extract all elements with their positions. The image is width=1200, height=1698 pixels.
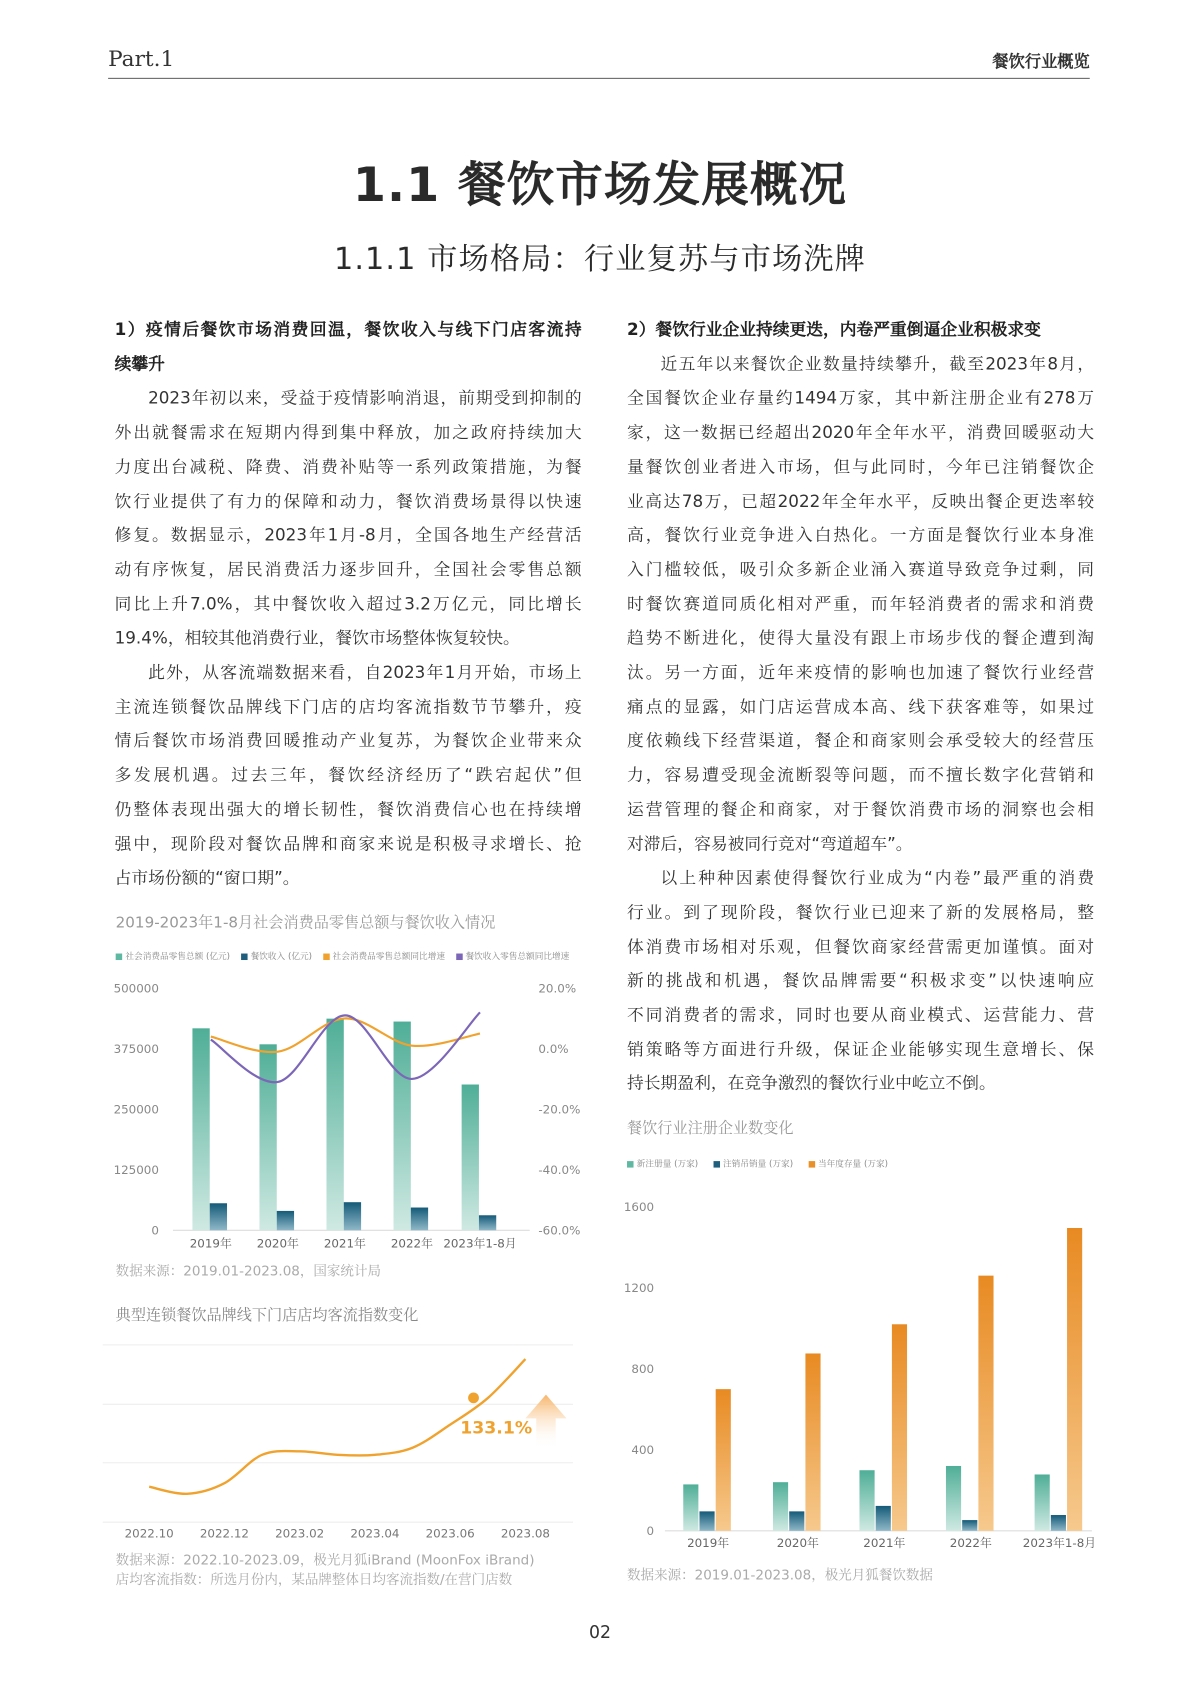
paragraph-line: 仍整体表现出强大的增长韧性，餐饮消费信心也在持续增: [114, 799, 582, 820]
y-axis-tick: 400: [631, 1443, 655, 1458]
paragraph-line: 修复。数据显示，2023年1月-8月，全国各地生产经营活: [114, 525, 582, 546]
chart1-source: 数据来源：2019.01-2023.08，国家统计局: [115, 1262, 381, 1279]
paragraph-line: 同比上升7.0%，其中餐饮收入超过3.2万亿元，同比增长: [114, 594, 582, 614]
x-axis-tick: 2021年: [863, 1536, 906, 1551]
bar-cancellations: [699, 1511, 714, 1530]
paragraph-line: 痛点的显露，如门店运营成本高、线下获客难等，如果过: [627, 697, 1095, 717]
x-axis-tick: 2020年: [256, 1236, 299, 1251]
bar-cancellations: [876, 1506, 891, 1531]
section-label: 餐饮行业概览: [992, 51, 1090, 72]
paragraph-line: 汰。另一方面，近年来疫情的影响也加速了餐饮行业经营: [627, 662, 1095, 683]
page-title: 1.1 餐饮市场发展概况: [352, 157, 848, 213]
paragraph-line: 家，这一数据已经超出2020年全年水平，消费回暖驱动大: [627, 422, 1095, 443]
x-axis-tick: 2020年: [776, 1536, 819, 1551]
paragraph-line: 入门槛较低，吸引众多新企业涌入赛道导致竞争过剩，同: [627, 559, 1095, 580]
y-axis-right-tick: -60.0%: [538, 1223, 581, 1238]
bar-annual-stock: [805, 1353, 820, 1530]
x-axis-tick: 2022.10: [124, 1526, 174, 1541]
paragraph-line: 对滞后，容易被同行竞对“弯道超车”。: [627, 834, 913, 854]
y-axis-left-tick: 0: [151, 1223, 159, 1238]
y-axis-tick: 0: [646, 1524, 655, 1539]
chart1-title: 2019-2023年1-8月社会消费品零售总额与餐饮收入情况: [115, 914, 496, 932]
paragraph-line: 持长期盈利，在竞争激烈的餐饮行业中屹立不倒。: [627, 1074, 996, 1094]
bar-retail-sales: [326, 1019, 343, 1231]
paragraph-line: 业高达78万，已超2022年全年水平，反映出餐企更迭率较: [627, 491, 1095, 511]
chart2-source-2: 店均客流指数：所选月份内，某品牌整体日均客流指数/在营门店数: [115, 1570, 513, 1588]
paragraph-line: 高，餐饮行业竞争进入白热化。一方面是餐饮行业本身准: [627, 525, 1095, 546]
paragraph-line: 情后餐饮市场消费回暖推动产业复苏，为餐饮企业带来众: [114, 731, 582, 751]
bar-retail-sales: [462, 1085, 479, 1231]
bar-catering-revenue: [210, 1203, 227, 1230]
y-axis-left-tick: 500000: [113, 981, 159, 996]
paragraph-line: 力度出台减税、降费、消费补贴等一系列政策措施，为餐: [114, 457, 582, 477]
chart2-source-1: 数据来源：2022.10-2023.09，极光月狐iBrand (MoonFox iBrand): [115, 1551, 535, 1568]
bar-new-registrations: [683, 1484, 698, 1530]
y-axis-right-tick: 0.0%: [538, 1041, 569, 1056]
bar-annual-stock: [978, 1276, 993, 1531]
paragraph-line: 此外，从客流端数据来看，自2023年1月开始，市场上: [148, 662, 582, 683]
chart3-source: 数据来源：2019.01-2023.08，极光月狐餐饮数据: [627, 1566, 933, 1583]
y-axis-right-tick: 20.0%: [538, 981, 577, 996]
line-retail-growth: [211, 1018, 480, 1052]
bar-new-registrations: [773, 1482, 788, 1531]
chart3-title: 餐饮行业注册企业数变化: [627, 1120, 794, 1138]
y-axis-right-tick: -40.0%: [538, 1163, 581, 1178]
y-axis-right-tick: -20.0%: [538, 1102, 581, 1117]
bar-catering-revenue: [411, 1208, 428, 1231]
y-axis-left-tick: 125000: [113, 1163, 159, 1178]
y-axis-left-tick: 375000: [113, 1041, 159, 1056]
paragraph-line: 动有序恢复，居民消费活力逐步回升，全国社会零售总额: [114, 559, 582, 580]
bar-cancellations: [789, 1511, 804, 1530]
bar-annual-stock: [716, 1389, 731, 1531]
bar-new-registrations: [946, 1466, 961, 1531]
paragraph-line: 19.4%，相较其他消费行业，餐饮市场整体恢复较快。: [114, 628, 520, 648]
y-axis-tick: 1600: [623, 1199, 655, 1214]
paragraph-line: 占市场份额的“窗口期”。: [114, 868, 300, 888]
bar-retail-sales: [394, 1022, 411, 1231]
x-axis-tick: 2019年: [189, 1236, 232, 1251]
x-axis-tick: 2023年1-8月: [443, 1236, 517, 1251]
x-axis-tick: 2023年1-8月: [1022, 1536, 1097, 1551]
bar-cancellations: [1051, 1515, 1066, 1531]
bar-retail-sales: [259, 1044, 276, 1230]
legend-label: 新注册量 (万家): [636, 1158, 699, 1169]
bar-catering-revenue: [277, 1211, 294, 1230]
paragraph-line: 以上种种因素使得餐饮行业成为“内卷”最严重的消费: [660, 868, 1095, 888]
x-axis-tick: 2023.02: [275, 1526, 325, 1541]
paragraph-line: 2023年初以来，受益于疫情影响消退，前期受到抑制的: [148, 388, 582, 409]
legend-label: 注销吊销量 (万家): [723, 1158, 794, 1169]
page-subtitle: 1.1.1 市场格局：行业复苏与市场洗牌: [333, 241, 867, 277]
legend-label: 社会消费品零售总额 (亿元): [125, 951, 231, 962]
paragraph-line: 全国餐饮企业存量约1494万家，其中新注册企业有278万: [627, 388, 1095, 409]
chart2-title: 典型连锁餐饮品牌线下门店店均客流指数变化: [115, 1307, 419, 1325]
paragraph-line: 外出就餐需求在短期内得到集中释放，加之政府持续加大: [114, 422, 582, 443]
x-axis-tick: 2022年: [949, 1536, 992, 1551]
x-axis-tick: 2021年: [323, 1236, 366, 1251]
paragraph-line: 力，容易遭受现金流断裂等问题，而不擅长数字化营销和: [627, 765, 1095, 786]
paragraph-line: 不同消费者的需求，同时也要从商业模式、运营能力、营: [627, 1005, 1095, 1025]
legend-label: 社会消费品零售总额同比增速: [332, 951, 445, 962]
bar-new-registrations: [859, 1470, 874, 1531]
part-label: Part.1: [108, 45, 175, 72]
bar-annual-stock: [1067, 1228, 1082, 1531]
y-axis-left-tick: 250000: [113, 1102, 159, 1117]
growth-annotation: 133.1%: [460, 1418, 533, 1439]
section-heading: 1）疫情后餐饮市场消费回温，餐饮收入与线下门店客流持: [114, 320, 582, 340]
section-heading: 续攀升: [114, 354, 165, 374]
bar-new-registrations: [1035, 1474, 1050, 1530]
paragraph-line: 趋势不断进化，使得大量没有跟上市场步伐的餐企遭到淘: [627, 628, 1095, 648]
bar-catering-revenue: [479, 1215, 496, 1230]
x-axis-tick: 2019年: [687, 1536, 730, 1551]
x-axis-tick: 2022年: [390, 1236, 433, 1251]
paragraph-line: 销策略等方面进行升级，保证企业能够实现生意增长、保: [627, 1039, 1095, 1060]
legend-label: 餐饮收入 (亿元): [250, 951, 312, 962]
section-heading: 2）餐饮行业企业持续更迭，内卷严重倒逼企业积极求变: [627, 320, 1041, 340]
paragraph-line: 时餐饮赛道同质化相对严重，而年轻消费者的需求和消费: [627, 594, 1095, 614]
bar-catering-revenue: [344, 1202, 361, 1230]
paragraph-line: 饮行业提供了有力的保障和动力，餐饮消费场景得以快速: [114, 491, 582, 511]
x-axis-tick: 2023.04: [350, 1526, 400, 1541]
bar-cancellations: [962, 1520, 977, 1531]
legend-label: 当年度存量 (万家): [817, 1158, 889, 1169]
x-axis-tick: 2022.12: [199, 1526, 249, 1541]
x-axis-tick: 2023.06: [425, 1526, 475, 1541]
paragraph-line: 近五年以来餐饮企业数量持续攀升，截至2023年8月，: [660, 354, 1095, 374]
highlight-point: [468, 1392, 479, 1403]
line-catering-growth: [211, 1012, 480, 1082]
bar-retail-sales: [192, 1028, 209, 1230]
paragraph-line: 度依赖线下经营渠道，餐企和商家则会承受较大的经营压: [627, 731, 1095, 751]
paragraph-line: 多发展机遇。过去三年，餐饮经济经历了“跌宕起伏”但: [114, 765, 582, 786]
paragraph-line: 行业。到了现阶段，餐饮行业已迎来了新的发展格局，整: [627, 902, 1095, 923]
paragraph-line: 运营管理的餐企和商家，对于餐饮消费市场的洞察也会相: [627, 799, 1095, 820]
bar-annual-stock: [892, 1324, 907, 1531]
legend-label: 餐饮收入零售总额同比增速: [465, 951, 570, 962]
paragraph-line: 量餐饮创业者进入市场，但与此同时，今年已注销餐饮企: [627, 457, 1095, 477]
y-axis-tick: 800: [631, 1361, 655, 1376]
paragraph-line: 强中，现阶段对餐饮品牌和商家来说是积极寻求增长、抢: [114, 834, 582, 854]
paragraph-line: 体消费市场相对乐观，但餐饮商家经营需更加谨慎。面对: [627, 936, 1095, 957]
y-axis-tick: 1200: [623, 1280, 655, 1295]
paragraph-line: 主流连锁餐饮品牌线下门店的店均客流指数节节攀升，疫: [114, 697, 582, 717]
page-number: 02: [588, 1621, 612, 1643]
x-axis-tick: 2023.08: [500, 1526, 550, 1541]
paragraph-line: 新的挑战和机遇，餐饮品牌需要“积极求变”以快速响应: [627, 971, 1095, 991]
